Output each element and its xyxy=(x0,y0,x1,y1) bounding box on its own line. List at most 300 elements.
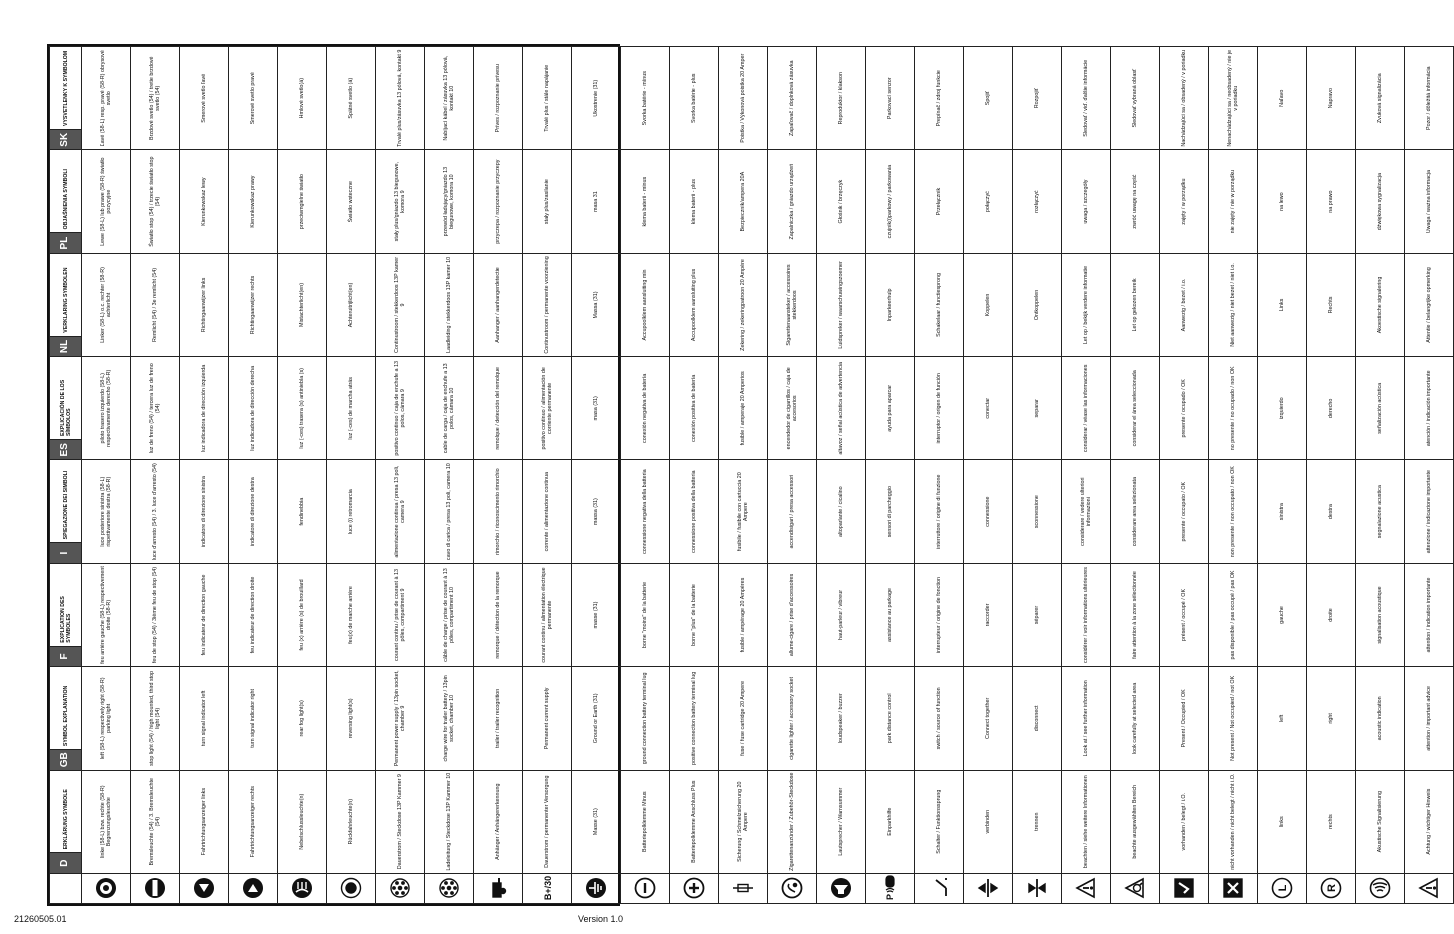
table-row xyxy=(474,47,523,904)
symbol-explanation-table xyxy=(49,46,1454,904)
explanation-cell-d: Lautsprecher / Warnsummer xyxy=(817,770,866,873)
explanation-cell-nl: Richtingaanwijzer links xyxy=(180,253,229,356)
explanation-cell-i: fendinebbia xyxy=(278,460,327,563)
explanation-cell-gb: turn signal indicator left xyxy=(180,667,229,770)
explanation-cell-pl: klema baterii - plus xyxy=(670,150,719,253)
explanation-cell-sk: Svorka batérie - plus xyxy=(670,47,719,150)
explanation-cell-pl: połączyć xyxy=(964,150,1013,253)
explanation-cell-gb: Look at / see further information xyxy=(1062,667,1111,770)
trailer-icon xyxy=(474,873,523,903)
table-row xyxy=(1111,47,1160,904)
language-title: EXPLICATION DES SYMBOLES xyxy=(50,563,82,646)
explanation-cell-f: borne "plus" de la batterie xyxy=(670,563,719,666)
explanation-cell-nl: Sigarettenaansteker / accessoires stekkerdoos xyxy=(768,253,817,356)
explanation-cell-d: Fahrtrichtungsanzeiger links xyxy=(180,770,229,873)
rotated-table-frame xyxy=(49,46,1432,904)
look-at-icon xyxy=(1062,873,1111,903)
loudspeaker-icon xyxy=(817,873,866,903)
explanation-cell-i: alimentazione continua / presa 13 poli, camera 9 xyxy=(376,460,425,563)
battery-plus-icon xyxy=(670,873,719,903)
table-row xyxy=(327,47,376,904)
explanation-cell-i: considerare area selezionata xyxy=(1111,460,1160,563)
explanation-cell-nl: Zekering / zekeringpatroon 20 Ampère xyxy=(719,253,768,356)
table-row xyxy=(1160,47,1209,904)
reversing-light-icon xyxy=(327,873,376,903)
explanation-cell-f: interrupteur / origine de fonction xyxy=(915,563,964,666)
explanation-cell-sk: Smerové svetlo ľavé xyxy=(180,47,229,150)
explanation-cell-i: luce posteriore sinistra (58-L) rispettivamente destra (58-R) xyxy=(82,460,131,563)
explanation-cell-nl: Aanwezig / bezet / i.o. xyxy=(1160,253,1209,356)
explanation-cell-sk: Poistka / Výkonová poistka 20 Amper xyxy=(719,47,768,150)
explanation-cell-nl: Ontkoppelen xyxy=(1013,253,1062,356)
explanation-cell-f: feu(x) de marche arrière xyxy=(327,563,376,666)
explanation-cell-f: feu arrière gauche (58-L) respectivement droite (58-R) xyxy=(82,563,131,666)
explanation-cell-d: Masse (31) xyxy=(572,770,621,873)
explanation-cell-pl: Bezpiecznik/ampera 20A xyxy=(719,150,768,253)
explanation-cell-pl: uwaga / szczegóły xyxy=(1062,150,1111,253)
table-row xyxy=(82,47,131,904)
table-row xyxy=(964,47,1013,904)
explanation-cell-i: fusibile / fusibile con cartuccia 20 Ampere xyxy=(719,460,768,563)
explanation-cell-f: remorque / détection de la remorque xyxy=(474,563,523,666)
table-row xyxy=(1209,47,1258,904)
explanation-cell-nl: Richtingaanwijzer rechts xyxy=(229,253,278,356)
table-row xyxy=(278,47,327,904)
table-row xyxy=(376,47,425,904)
explanation-cell-pl: przewód ładujący/gniazdo 13 biegunowe, komora 10 xyxy=(425,150,474,253)
explanation-cell-f: câble de charge / prise de courant à 13 pôles, compartiment 10 xyxy=(425,563,474,666)
explanation-cell-f: borne "moins" de la batterie xyxy=(621,563,670,666)
ground-icon xyxy=(572,873,621,903)
explanation-cell-sk: Naľavo xyxy=(1258,47,1307,150)
language-title: SYMBOL EXPLANATION xyxy=(50,667,82,750)
explanation-cell-sk: Zvuková signalizácia xyxy=(1356,47,1405,150)
explanation-cell-es: piloto trasero izquierdo (58-L) respectivamente derecho (58-R) xyxy=(82,357,131,460)
explanation-cell-pl: na lewo xyxy=(1258,150,1307,253)
explanation-cell-nl: Schakelaar / functiesprong xyxy=(915,253,964,356)
explanation-cell-f: fusible / ampérage 20 Ampères xyxy=(719,563,768,666)
socket-13-pin-10-icon xyxy=(425,873,474,903)
table-row xyxy=(180,47,229,904)
explanation-cell-pl: Kierunkowskaz lewy xyxy=(180,150,229,253)
table-row xyxy=(915,47,964,904)
explanation-cell-f: considérer / voir informations ultérieures xyxy=(1062,563,1111,666)
explanation-cell-d: Zigarettenanzünder / Zubehör-Steckdose xyxy=(768,770,817,873)
explanation-cell-f: raccorder xyxy=(964,563,1013,666)
explanation-cell-i: luce d'arresto (54) / 3. luce d'arresto (54) xyxy=(131,460,180,563)
table-row xyxy=(572,47,621,904)
explanation-cell-pl: klema baterii - minus xyxy=(621,150,670,253)
explanation-cell-sk: Reproduktor / klakson xyxy=(817,47,866,150)
explanation-cell-es: conexión positiva de batería xyxy=(670,357,719,460)
explanation-cell-gb: acoustic indication xyxy=(1356,667,1405,770)
explanation-cell-i: cavo di carica / presa 13 poli, camera 10 xyxy=(425,460,474,563)
explanation-cell-es: positivo continuo / caja de enchufe a 13 polos, cámara 9 xyxy=(376,357,425,460)
explanation-cell-nl: Let op / bekijk verdere informatie xyxy=(1062,253,1111,356)
explanation-cell-sk: Pozor / dôležitá informácia xyxy=(1405,47,1454,150)
explanation-cell-f: faire attention à la zone sélectionnée xyxy=(1111,563,1160,666)
explanation-cell-i: connessione positiva della batteria xyxy=(670,460,719,563)
look-carefully-icon xyxy=(1111,873,1160,903)
explanation-cell-gb: stop light (54) / high mounted, third stop light (54) xyxy=(131,667,180,770)
explanation-cell-d: Fahrtrichtungsanzeiger rechts xyxy=(229,770,278,873)
explanation-cell-i: accendisigari / presa accessori xyxy=(768,460,817,563)
right-r-icon xyxy=(1307,873,1356,903)
explanation-cell-d: Nebelschlussleuchte(n) xyxy=(278,770,327,873)
explanation-cell-sk: Svorka batérie - mínus xyxy=(621,47,670,150)
explanation-cell-nl: Remlicht (54) / 3e remlicht (54) xyxy=(131,253,180,356)
language-title: VYSVETLENKY K SYMBOLOM xyxy=(50,47,82,130)
explanation-cell-f: gauche xyxy=(1258,563,1307,666)
rear-fog-light-icon xyxy=(278,873,327,903)
language-title: ERKLÄRUNG SYMBOLE xyxy=(50,770,82,853)
table-row xyxy=(1356,47,1405,904)
explanation-cell-f: attention / indication importante xyxy=(1405,563,1454,666)
disconnect-icon xyxy=(1013,873,1062,903)
explanation-cell-nl: Achteruitrijlicht(en) xyxy=(327,253,376,356)
explanation-cell-f: signalisation acoustique xyxy=(1356,563,1405,666)
table-row xyxy=(719,47,768,904)
explanation-cell-pl: Lewe (58-L) lub prawe (58-R) światło pozycyjne xyxy=(82,150,131,253)
explanation-cell-f: allume-cigare / prise d'accessoires xyxy=(768,563,817,666)
explanation-cell-i: massa (31) xyxy=(572,460,621,563)
explanation-cell-i: destra xyxy=(1307,460,1356,563)
explanation-cell-gb: positive connection battery terminal lug xyxy=(670,667,719,770)
explanation-cell-d: verbinden xyxy=(964,770,1013,873)
cigarette-lighter-icon xyxy=(768,873,817,903)
explanation-cell-f: feu (x) arrière (s) de brouillard xyxy=(278,563,327,666)
explanation-cell-gb: attention / important advice xyxy=(1405,667,1454,770)
explanation-cell-sk: Napravo xyxy=(1307,47,1356,150)
explanation-cell-pl: masa 31 xyxy=(572,150,621,253)
svg-text:B+/30: B+/30 xyxy=(543,876,553,901)
explanation-cell-gb: Permanent power supply / 13pin socket, chamber 9 xyxy=(376,667,425,770)
document-number: 21260505.01 xyxy=(14,914,67,924)
turn-right-icon xyxy=(229,873,278,903)
language-title: SPIEGAZIONE DEI SIMBOLI xyxy=(50,460,82,543)
table-row xyxy=(768,47,817,904)
explanation-cell-pl: rozłączyć xyxy=(1013,150,1062,253)
stop-light-icon xyxy=(131,873,180,903)
explanation-cell-pl: stały plus/zasilanie xyxy=(523,150,572,253)
explanation-cell-es: luz indicadora de dirección derecha xyxy=(229,357,278,460)
explanation-cell-nl: Accupoolklem aansluiting plus xyxy=(670,253,719,356)
explanation-cell-sk: Sledovať / viď. ďalšie informácie xyxy=(1062,47,1111,150)
explanation-cell-sk: Trvalé plus / stále napájanie xyxy=(523,47,572,150)
explanation-cell-d: beachte ausgewählten Bereich xyxy=(1111,770,1160,873)
explanation-cell-es: conexión negativa de batería xyxy=(621,357,670,460)
explanation-cell-d: Einparkhilfe xyxy=(866,770,915,873)
explanation-cell-d: Sicherung / Schmelzsicherung 20 Ampere xyxy=(719,770,768,873)
explanation-cell-sk: Smerové svetlo pravé xyxy=(229,47,278,150)
explanation-cell-es: interruptor / origen de función xyxy=(915,357,964,460)
explanation-cell-gb: charge wire for trailer battery / 13pin socket, chamber 10 xyxy=(425,667,474,770)
explanation-cell-pl: Głośnik / brzęczyk xyxy=(817,150,866,253)
explanation-cell-nl: Akoestische signalering xyxy=(1356,253,1405,356)
explanation-cell-pl: przyczepa / rozpoznanie przyczepy xyxy=(474,150,523,253)
explanation-cell-i: sensori di parcheggio xyxy=(866,460,915,563)
explanation-cell-d: Dauerstrom / Steckdose 13P Kammer 9 xyxy=(376,770,425,873)
explanation-cell-nl: Linker (58-L) o.c. rechter (58-R) achterlicht xyxy=(82,253,131,356)
explanation-cell-nl: Aanhanger / aanhangerdetectie xyxy=(474,253,523,356)
explanation-cell-es: masa (31) xyxy=(572,357,621,460)
explanation-cell-d: Dauerstrom / permanenter Versorgung xyxy=(523,770,572,873)
explanation-cell-nl: Niet aanwezig / niet bezet / niet i.o. xyxy=(1209,253,1258,356)
table-row xyxy=(1062,47,1111,904)
explanation-cell-gb: park distance control xyxy=(866,667,915,770)
symbol-legend-sheet xyxy=(47,44,1432,906)
explanation-cell-nl: Accupoolklem aansluiting min xyxy=(621,253,670,356)
explanation-cell-es: separar xyxy=(1013,357,1062,460)
explanation-cell-nl: Continustroom / permanente voorziening xyxy=(523,253,572,356)
explanation-cell-d: Anhänger / Anhängererkennung xyxy=(474,770,523,873)
explanation-cell-es: derecho xyxy=(1307,357,1356,460)
explanation-cell-gb: left (58-L) respectively right (58-R) parking light xyxy=(82,667,131,770)
explanation-cell-gb: disconnect xyxy=(1013,667,1062,770)
explanation-cell-gb: Present / Occupied / OK xyxy=(1160,667,1209,770)
explanation-cell-es: considerar / véase las informaciones xyxy=(1062,357,1111,460)
explanation-cell-sk: Nabíjací kábel / zásuvka 13 pólová, kontakt 10 xyxy=(425,47,474,150)
table-row xyxy=(1405,47,1454,904)
explanation-cell-pl: zwróć uwagę na część xyxy=(1111,150,1160,253)
warning-icon xyxy=(1405,873,1454,903)
table-row xyxy=(131,47,180,904)
explanation-cell-sk: Parkovací senzor xyxy=(866,47,915,150)
explanation-cell-es: fusible / amperaje 20 Amperios xyxy=(719,357,768,460)
table-row xyxy=(229,47,278,904)
socket-13-pin-9-icon xyxy=(376,873,425,903)
switch-icon xyxy=(915,873,964,903)
explanation-cell-sk: Ľavé (58-L) resp. pravé (58-R) obrysové svetlo xyxy=(82,47,131,150)
explanation-cell-pl: Uwaga / ważna informacja xyxy=(1405,150,1454,253)
explanation-cell-sk: Trvalé plus/zásuvka 13 pólová, kontakt 9 xyxy=(376,47,425,150)
park-distance-control-icon xyxy=(866,873,915,903)
check-ok-icon xyxy=(1160,873,1209,903)
header-row xyxy=(50,47,82,904)
explanation-cell-es: cable de carga / caja de enchufe a 13 polos, cámara 10 xyxy=(425,357,474,460)
explanation-cell-nl: Rechts xyxy=(1307,253,1356,356)
explanation-cell-d: Schalter / Funktionssprung xyxy=(915,770,964,873)
explanation-cell-pl: Światło wsteczne xyxy=(327,150,376,253)
explanation-cell-d: trennen xyxy=(1013,770,1062,873)
explanation-cell-nl: Inparkeerhulp xyxy=(866,253,915,356)
explanation-cell-sk: Spätné svetlo (á) xyxy=(327,47,376,150)
explanation-cell-nl: Koppelen xyxy=(964,253,1013,356)
turn-left-icon xyxy=(180,873,229,903)
explanation-cell-pl: czujnik(i)parkowy / parkowania xyxy=(866,150,915,253)
explanation-cell-d: Bremsleuchte (54) / 3. Bremsleuchte (54) xyxy=(131,770,180,873)
explanation-cell-gb: left xyxy=(1258,667,1307,770)
explanation-cell-i: altoparlante / cicalino xyxy=(817,460,866,563)
explanation-cell-pl: zajęty / w porządku xyxy=(1160,150,1209,253)
explanation-cell-gb: turn signal indicator right xyxy=(229,667,278,770)
explanation-cell-sk: Rozpojiť xyxy=(1013,47,1062,150)
explanation-cell-d: rechts xyxy=(1307,770,1356,873)
explanation-cell-f: courant continu / prise de courant à 13 pôles, compartiment 9 xyxy=(376,563,425,666)
table-row xyxy=(817,47,866,904)
language-code: SK xyxy=(50,130,82,150)
explanation-cell-gb: trailer / trailer recognition xyxy=(474,667,523,770)
explanation-cell-nl: Luidspreker / waarschuwingszoemer xyxy=(817,253,866,356)
explanation-cell-es: presente / ocupado / OK xyxy=(1160,357,1209,460)
explanation-cell-pl: stały plus/gniazdo 13 biegunowe, komora 9 xyxy=(376,150,425,253)
explanation-cell-pl: Przełącznik xyxy=(915,150,964,253)
language-title: EXPLICACIÓN DE LOS SÍMBOLOS xyxy=(50,357,82,440)
parking-light-icon xyxy=(82,873,131,903)
explanation-cell-f: feu indicateur de direction droite xyxy=(229,563,278,666)
explanation-cell-f: droite xyxy=(1307,563,1356,666)
explanation-cell-d: beachten / siehe weitere Informationen xyxy=(1062,770,1111,873)
explanation-cell-d: Achtung / wichtiger Hinweis xyxy=(1405,770,1454,873)
explanation-cell-d: vorhanden / belegt / i.O. xyxy=(1160,770,1209,873)
explanation-cell-f: courant continu / alimentation électrique permanente xyxy=(523,563,572,666)
explanation-cell-i: luce (i) retromarcia xyxy=(327,460,376,563)
explanation-cell-sk: Spojiť xyxy=(964,47,1013,150)
explanation-cell-sk: Nenachádzajúci sa / neobsadený / nie je v poriadku xyxy=(1209,47,1258,150)
explanation-cell-pl: Zapalniczka / gniazdo urządzeń xyxy=(768,150,817,253)
explanation-cell-nl: Mistachterlicht(en) xyxy=(278,253,327,356)
language-code: D xyxy=(50,853,82,873)
explanation-cell-d: Rückfahrleuchte(n) xyxy=(327,770,376,873)
explanation-cell-nl: Continustroom / stekkerdoos 13P kamer 9 xyxy=(376,253,425,356)
table-row xyxy=(670,47,719,904)
svg-text:R: R xyxy=(1326,884,1338,893)
explanation-cell-es: no presente / no ocupado / non OK xyxy=(1209,357,1258,460)
explanation-cell-i: considerare / vedere ulteriori informazioni xyxy=(1062,460,1111,563)
explanation-cell-pl: dźwiękowa sygnalizacja xyxy=(1356,150,1405,253)
explanation-cell-f: haut-parleur / vibreur xyxy=(817,563,866,666)
explanation-cell-i: rimorchio / riconoscimento rimorchio xyxy=(474,460,523,563)
explanation-cell-gb: Permanent current supply xyxy=(523,667,572,770)
explanation-cell-gb: look carefully at selected area xyxy=(1111,667,1160,770)
explanation-cell-es: positivo continuo / alimentación de corriente permanente xyxy=(523,357,572,460)
connect-icon xyxy=(964,873,1013,903)
explanation-cell-f: feu indicateur de direction gauche xyxy=(180,563,229,666)
explanation-cell-d: Ladeleitung / Steckdose 13P Kammer 10 xyxy=(425,770,474,873)
language-title: OBJAŚNIENIA SYMBOLI xyxy=(50,150,82,233)
explanation-cell-es: atención / indicación importante xyxy=(1405,357,1454,460)
explanation-cell-gb: reversing light(s) xyxy=(327,667,376,770)
explanation-cell-nl: Links xyxy=(1258,253,1307,356)
explanation-cell-es: luz (-ces) trasera (s) antiniebla (s) xyxy=(278,357,327,460)
explanation-cell-nl: Let op gekozen bereik xyxy=(1111,253,1160,356)
explanation-cell-f: présent / occupé / OK xyxy=(1160,563,1209,666)
language-code: ES xyxy=(50,440,82,460)
explanation-cell-gb: rear fog light(s) xyxy=(278,667,327,770)
language-code: F xyxy=(50,646,82,666)
explanation-cell-gb: fuse / fuse cartridge 20 Ampere xyxy=(719,667,768,770)
explanation-cell-gb: Connect together xyxy=(964,667,1013,770)
explanation-cell-nl: Massa (31) xyxy=(572,253,621,356)
explanation-cell-d: linke (58-L) bzw. rechte (58-R) Begrenzungsleuchte xyxy=(82,770,131,873)
symbol-column-header xyxy=(50,873,82,903)
explanation-cell-i: interruttore / origine di funzione xyxy=(915,460,964,563)
language-code: PL xyxy=(50,233,82,253)
explanation-cell-i: segnalazione acustica xyxy=(1356,460,1405,563)
explanation-cell-gb: Ground or Earth (31) xyxy=(572,667,621,770)
explanation-cell-d: Akustische Signalisierung xyxy=(1356,770,1405,873)
language-code: GB xyxy=(50,750,82,770)
explanation-cell-sk: Hmlové svetlo(á) xyxy=(278,47,327,150)
explanation-cell-pl: Światło stop (54) / trzecie światło stop (54) xyxy=(131,150,180,253)
version-label: Version 1.0 xyxy=(578,914,624,924)
table-row xyxy=(425,47,474,904)
explanation-cell-i: indicatore di direzione sinistra xyxy=(180,460,229,563)
explanation-cell-pl: na prawo xyxy=(1307,150,1356,253)
fuse-icon xyxy=(719,873,768,903)
explanation-cell-pl: nie zajęty / nie w porządku xyxy=(1209,150,1258,253)
explanation-cell-es: conectar xyxy=(964,357,1013,460)
explanation-cell-f: feu de stop (54) / 3ième feu de stop (54) xyxy=(131,563,180,666)
explanation-cell-gb: ground connection battery terminal lug xyxy=(621,667,670,770)
explanation-cell-d: links xyxy=(1258,770,1307,873)
explanation-cell-i: sconnessione xyxy=(1013,460,1062,563)
explanation-cell-i: corrente / alimentazione continua xyxy=(523,460,572,563)
explanation-cell-sk: Ukostrenie (31) xyxy=(572,47,621,150)
svg-text:L: L xyxy=(1277,885,1289,892)
explanation-cell-gb: right xyxy=(1307,667,1356,770)
explanation-cell-i: non presente / non occupato / non OK xyxy=(1209,460,1258,563)
explanation-cell-gb: loudspeaker / buzzer xyxy=(817,667,866,770)
explanation-cell-es: señalización acústica xyxy=(1356,357,1405,460)
svg-text:P: P xyxy=(885,894,895,901)
explanation-cell-nl: Laadleiding / stekkerdoos 13P kamer 10 xyxy=(425,253,474,356)
explanation-cell-i: presente / occupato / OK xyxy=(1160,460,1209,563)
explanation-cell-f: masse (31) xyxy=(572,563,621,666)
table-row xyxy=(621,47,670,904)
explanation-cell-gb: switch / source of function xyxy=(915,667,964,770)
explanation-cell-gb: Not present / Not occupied / not OK xyxy=(1209,667,1258,770)
left-l-icon xyxy=(1258,873,1307,903)
explanation-cell-es: luz de freno (54) / tercera luz de freno (54) xyxy=(131,357,180,460)
explanation-cell-sk: Zapaľovač / doplnková zásuvka xyxy=(768,47,817,150)
explanation-cell-sk: Prepínač / zdroj funkcie xyxy=(915,47,964,150)
language-code: NL xyxy=(50,336,82,356)
explanation-cell-i: attenzione / indicazione importante xyxy=(1405,460,1454,563)
table-row xyxy=(1013,47,1062,904)
table-row xyxy=(523,47,572,904)
explanation-cell-sk: Brzdové svetlo (54) / tretie brzdové svetlo (54) xyxy=(131,47,180,150)
explanation-cell-i: indicatore di direzione destra xyxy=(229,460,278,563)
explanation-cell-es: altavoz / señal acústica de advertencia xyxy=(817,357,866,460)
explanation-cell-gb: cigarette lighter / accessory socket xyxy=(768,667,817,770)
explanation-cell-es: luz (-ces) de marcha atrás xyxy=(327,357,376,460)
explanation-cell-f: pas disponible / pas occupé / pas OK xyxy=(1209,563,1258,666)
b-plus-30-icon xyxy=(523,873,572,903)
table-row xyxy=(1258,47,1307,904)
table-row xyxy=(1307,47,1356,904)
explanation-cell-sk: Sledovať vybraná oblasť xyxy=(1111,47,1160,150)
explanation-cell-i: connessione xyxy=(964,460,1013,563)
explanation-cell-f: assistance au parkage xyxy=(866,563,915,666)
language-title: VERKLARING SYMBOLEN xyxy=(50,253,82,336)
explanation-cell-nl: Attentie / belangrijke opmerking xyxy=(1405,253,1454,356)
table-row xyxy=(866,47,915,904)
explanation-cell-d: Batteriepolklemme Minus xyxy=(621,770,670,873)
explanation-cell-es: considerar el área seleccionada xyxy=(1111,357,1160,460)
explanation-cell-i: connessione negativa della batteria xyxy=(621,460,670,563)
explanation-cell-pl: przeciwmgielne światło xyxy=(278,150,327,253)
explanation-cell-sk: Príves / rozpoznanie prívesu xyxy=(474,47,523,150)
language-code: I xyxy=(50,543,82,563)
acoustic-icon xyxy=(1356,873,1405,903)
explanation-cell-d: nicht vorhanden / nicht belegt / nicht i.O. xyxy=(1209,770,1258,873)
explanation-cell-es: encendedor de cigarrillos / caja de accesorios xyxy=(768,357,817,460)
explanation-cell-es: luz indicadora de dirección izquierda xyxy=(180,357,229,460)
explanation-cell-f: séparer xyxy=(1013,563,1062,666)
battery-minus-icon xyxy=(621,873,670,903)
cross-nok-icon xyxy=(1209,873,1258,903)
